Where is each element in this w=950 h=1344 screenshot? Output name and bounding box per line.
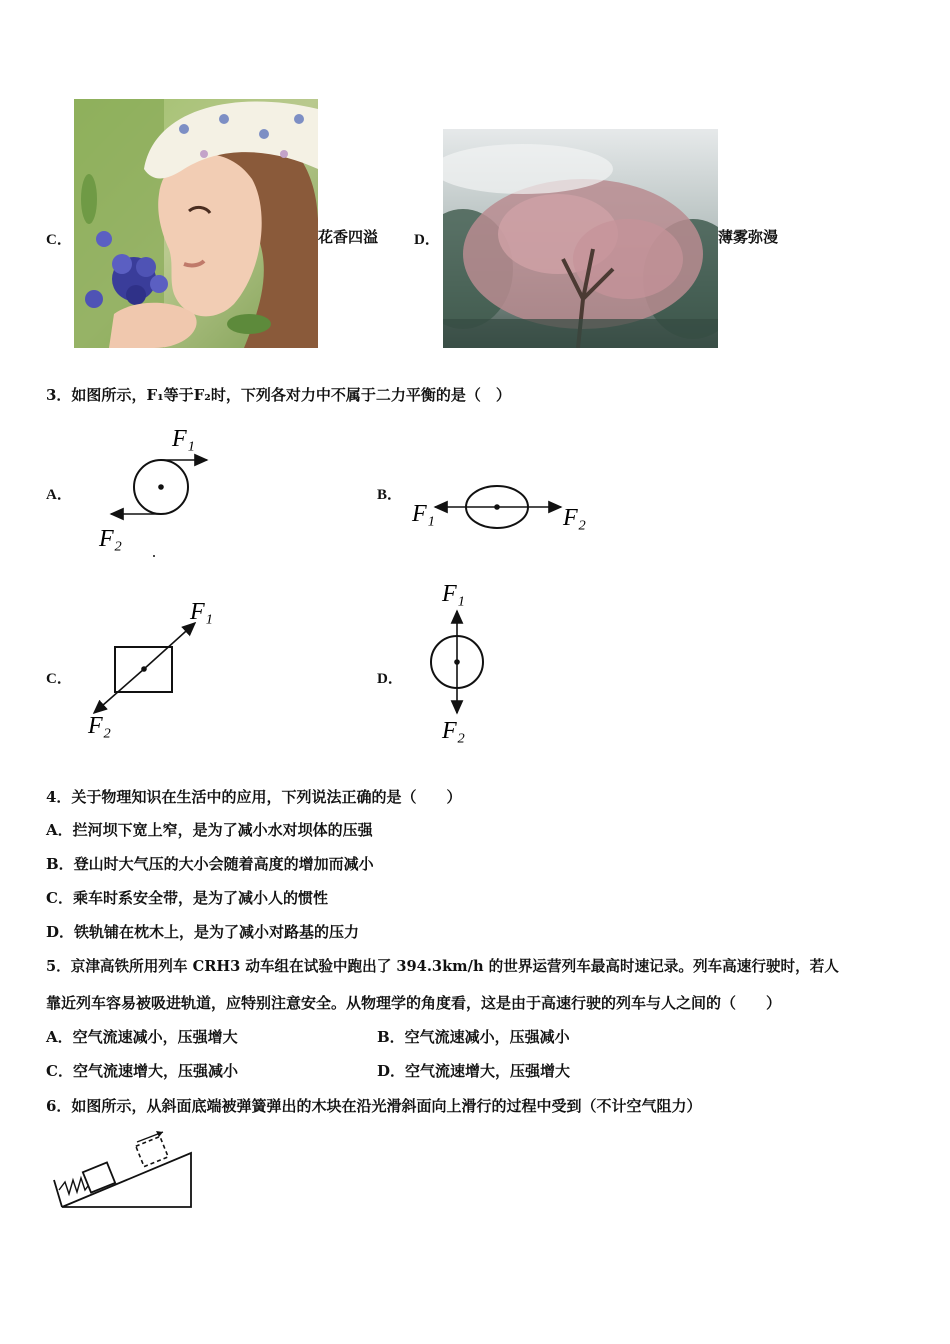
q3a-f2-label: F₂ bbox=[99, 526, 123, 552]
q2-option-c-caption: 花香四溢 bbox=[318, 228, 379, 246]
q6-incline-spring-diagram bbox=[45, 1120, 200, 1215]
q3-diagram-a bbox=[90, 420, 230, 560]
q5-option-b: B．空气流速减小，压强减小 bbox=[377, 1028, 570, 1046]
q5-option-a: A．空气流速减小，压强增大 bbox=[46, 1028, 238, 1046]
q3d-f2-label: F₂ bbox=[442, 718, 466, 744]
q6-stem: 6．如图所示，从斜面底端被弹簧弹出的木块在沿光滑斜面向上滑行的过程中受到（不计空气阻力） bbox=[46, 1097, 702, 1115]
q2-option-d-caption: 薄雾弥漫 bbox=[718, 228, 779, 246]
q3-diagram-d bbox=[420, 575, 500, 750]
q3-option-d-letter: D． bbox=[377, 671, 403, 687]
q4-option-b: B．登山时大气压的大小会随着高度的增加而减小 bbox=[46, 855, 374, 873]
q5-stem-line2: 靠近列车容易被吸进轨道，应特别注意安全。从物理学的角度看，这是由于高速行驶的列车与人之间的（ ） bbox=[46, 994, 782, 1012]
q4-option-a: A．拦河坝下宽上窄，是为了减小水对坝体的压强 bbox=[46, 821, 373, 839]
girl-smelling-flowers-photo bbox=[74, 99, 318, 348]
q2-option-d-letter: D． bbox=[414, 232, 440, 248]
q3-diagram-b bbox=[405, 475, 595, 535]
block bbox=[83, 1162, 115, 1192]
q3-option-c-letter: C． bbox=[46, 671, 72, 687]
misty-blossom-tree-photo bbox=[443, 129, 718, 348]
q3b-f2-label: F₂ bbox=[563, 505, 587, 531]
q3-option-b-letter: B． bbox=[377, 487, 403, 503]
q4-option-c: C．乘车时系安全带，是为了减小人的惯性 bbox=[46, 889, 328, 907]
q3c-f2-label: F₂ bbox=[88, 713, 112, 739]
q3-stem: 3．如图所示，F₁等于F₂时，下列各对力中不属于二力平衡的是（ ） bbox=[46, 386, 511, 404]
q3a-f1-label: F₁ bbox=[172, 426, 196, 452]
q5-option-d: D．空气流速增大，压强增大 bbox=[377, 1062, 571, 1080]
q4-option-d: D．铁轨铺在枕木上，是为了减小对路基的压力 bbox=[46, 923, 360, 941]
q3-diagram-c bbox=[80, 595, 230, 745]
wall bbox=[54, 1180, 62, 1207]
q3-option-a-letter: A． bbox=[46, 487, 72, 503]
q3d-f1-label: F₁ bbox=[442, 581, 466, 607]
q5-option-c: C．空气流速增大，压强减小 bbox=[46, 1062, 238, 1080]
q2-option-c-letter: C． bbox=[46, 232, 72, 248]
q3c-f1-label: F₁ bbox=[190, 599, 214, 625]
q4-stem: 4．关于物理知识在生活中的应用，下列说法正确的是（ ） bbox=[46, 788, 462, 806]
q5-stem-line1: 5．京津高铁所用列车 CRH3 动车组在试验中跑出了 394.3km/h 的世界运营列车最高时速记录。列车高速行驶时，若人 bbox=[46, 958, 839, 975]
q3b-f1-label: F₁ bbox=[412, 501, 436, 527]
